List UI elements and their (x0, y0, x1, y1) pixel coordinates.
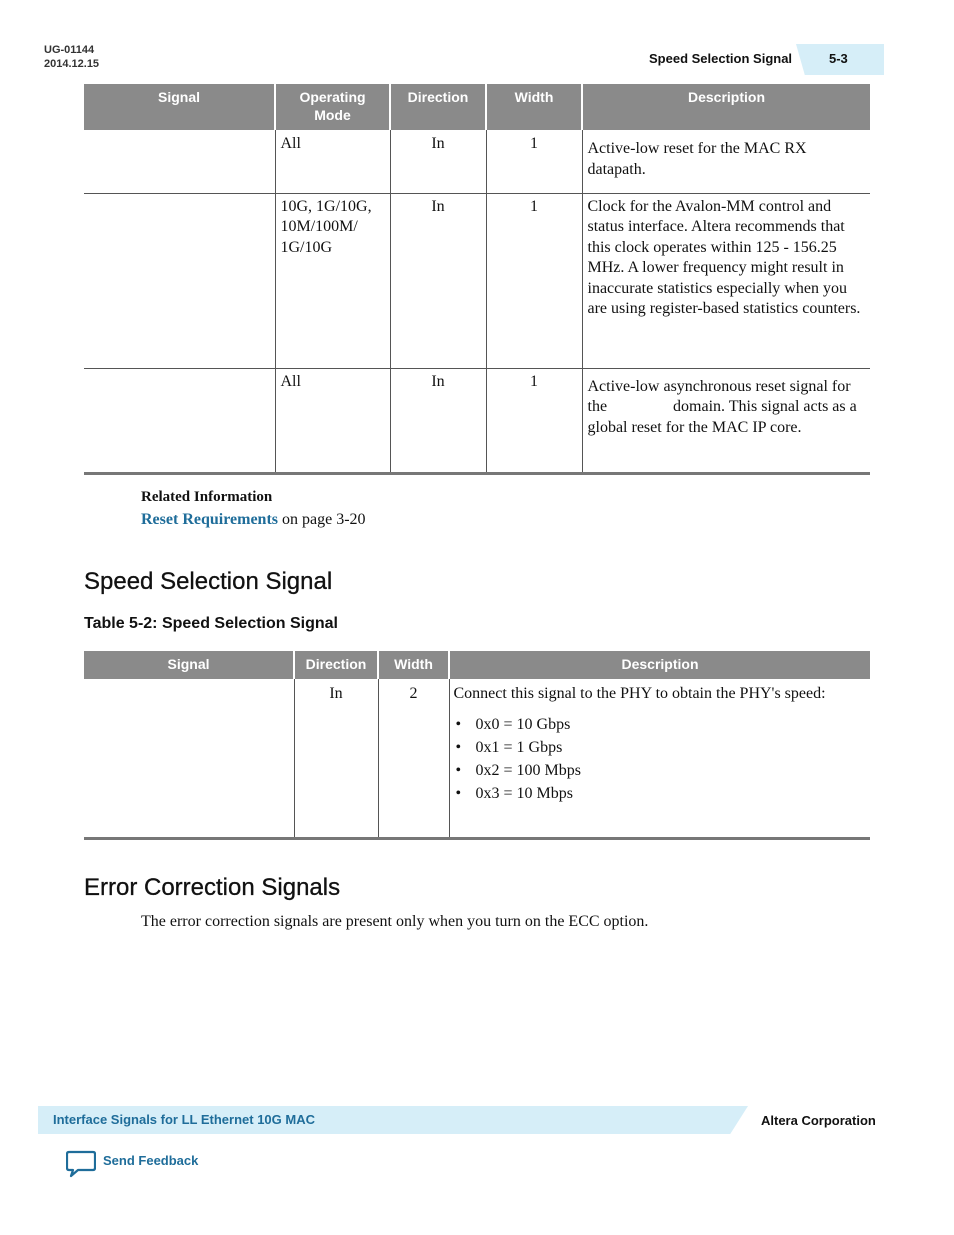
doc-identifier (44, 43, 99, 71)
signal-cell (84, 130, 275, 193)
column-header-direction: Direction (390, 84, 486, 130)
doc-id: UG-01144 (44, 44, 95, 56)
related-info-heading: Related Information (141, 489, 273, 505)
width-cell: 1 (486, 368, 582, 473)
direction-cell: In (390, 130, 486, 193)
width-cell: 1 (486, 193, 582, 368)
column-header-direction: Direction (294, 651, 378, 679)
column-header-signal: Signal (84, 651, 294, 679)
direction-cell: In (390, 368, 486, 473)
signal-cell (84, 368, 275, 473)
column-header-signal: Signal (84, 84, 275, 130)
list-item: • 0x2 = 100 Mbps (476, 759, 865, 782)
column-header-description: Description (449, 651, 870, 679)
reset-requirements-link[interactable]: Reset Requirements (141, 511, 279, 528)
direction-cell: In (390, 193, 486, 368)
speed-values-list (454, 713, 865, 805)
description-cell (449, 679, 870, 838)
column-header-width: Width (486, 84, 582, 130)
table-row (84, 130, 870, 193)
description-cell: Clock for the Avalon-MM control and status interface. Altera recommends that this clock operates within 125 - 156.25 MHz. A lower frequency might result in inaccurate statistics especially when you are using register-based statistics counters. (582, 193, 870, 368)
error-correction-paragraph: The error correction signals are present only when you turn on the ECC option. (141, 913, 649, 930)
section-heading-speed-selection: Speed Selection Signal (84, 568, 333, 595)
related-info-line (141, 511, 366, 529)
table-row (84, 368, 870, 473)
table-header-row (84, 84, 870, 130)
speech-bubble-icon[interactable] (66, 1150, 96, 1182)
speed-selection-table (84, 651, 870, 840)
column-header-description: Description (582, 84, 870, 130)
width-cell: 1 (486, 130, 582, 193)
signal-cell (84, 679, 294, 838)
column-header-operating-mode: Operating Mode (275, 84, 390, 130)
related-link-suffix: on page 3-20 (282, 511, 366, 528)
doc-date: 2014.12.15 (44, 58, 100, 70)
mode-cell: All (275, 368, 390, 473)
list-item: • 0x1 = 1 Gbps (476, 736, 865, 759)
signals-table (84, 84, 870, 475)
footer-company: Altera Corporation (761, 1113, 876, 1128)
signal-cell (84, 193, 275, 368)
description-text: Connect this signal to the PHY to obtain the PHY's speed: (453, 685, 826, 702)
table-caption: Table 5-2: Speed Selection Signal (84, 615, 338, 632)
description-text-part2: domain. This signal acts as a global reset for the MAC IP core. (587, 398, 857, 436)
send-feedback-link[interactable]: Send Feedback (103, 1153, 199, 1168)
header-section-title: Speed Selection Signal (649, 51, 793, 66)
description-cell (582, 368, 870, 473)
table-row (84, 193, 870, 368)
direction-cell: In (294, 679, 378, 838)
footer-document-title: Interface Signals for LL Ethernet 10G MAC (53, 1112, 315, 1127)
list-item: • 0x0 = 10 Gbps (476, 713, 865, 736)
width-cell: 2 (378, 679, 449, 838)
mode-cell: 10G, 1G/10G, 10M/100M/ 1G/10G (275, 193, 390, 368)
table-row (84, 679, 870, 838)
mode-cell: All (275, 130, 390, 193)
list-item: • 0x3 = 10 Mbps (476, 782, 865, 805)
description-text-part1: Active-low asynchronous reset signal for the (587, 377, 851, 415)
header-page-number: 5-3 (829, 51, 848, 66)
column-header-width: Width (378, 651, 449, 679)
description-cell: Active-low reset for the MAC RX datapath. (582, 130, 870, 193)
section-heading-error-correction: Error Correction Signals (84, 874, 341, 901)
table-header-row (84, 651, 870, 679)
